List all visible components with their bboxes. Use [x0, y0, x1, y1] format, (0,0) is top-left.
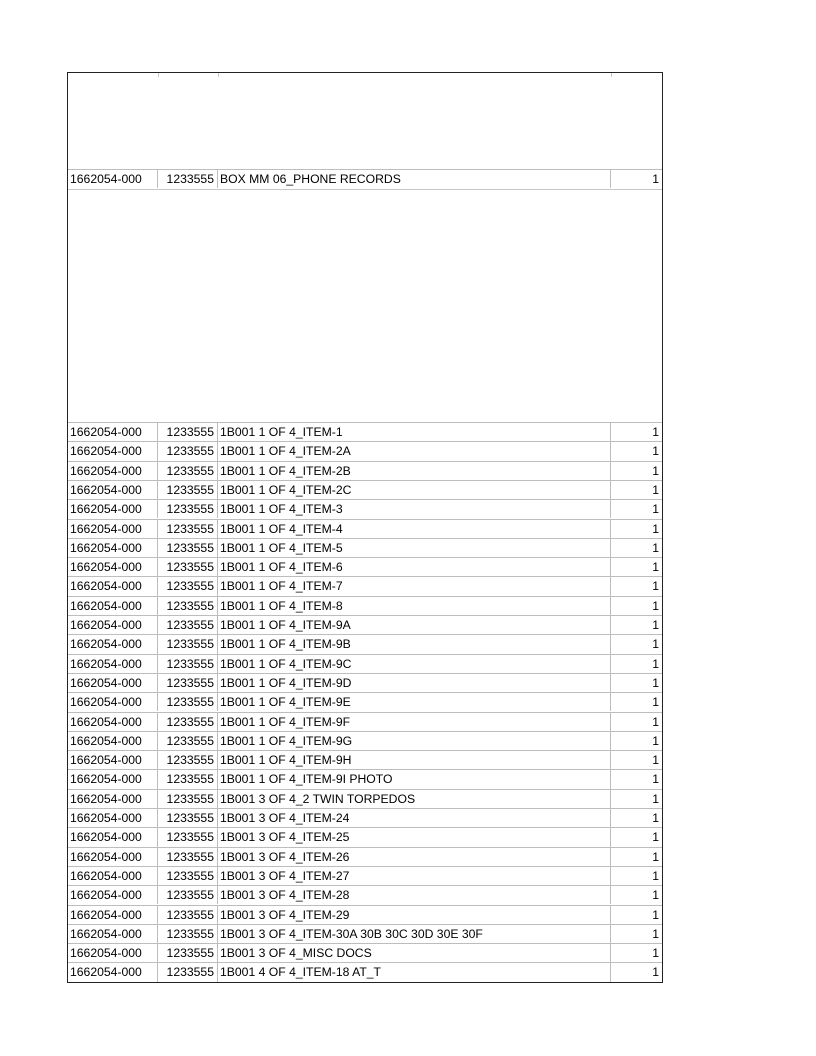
cell-code: 1233555 — [158, 520, 218, 538]
cell-quantity: 1 — [652, 888, 659, 903]
cell-code: 1233555 — [158, 539, 218, 557]
cell-code: 1233555 — [158, 886, 218, 904]
cell-description: 1B001 1 OF 4_ITEM-3 — [218, 500, 611, 518]
cell-id: 1662054-000 — [68, 500, 158, 518]
cell-id: 1662054-000 — [68, 925, 158, 943]
cell-description: 1B001 3 OF 4_ITEM-26 — [218, 848, 611, 866]
cell-quantity: 1 — [652, 618, 659, 632]
cell-description: 1B001 1 OF 4_ITEM-7 — [218, 577, 611, 595]
table-row[interactable] — [68, 615, 662, 634]
cell-description: 1B001 3 OF 4_MISC DOCS — [218, 944, 611, 962]
cell-code: 1233555 — [158, 481, 218, 499]
cell-quantity: 1 — [652, 482, 659, 497]
cell-description: 1B001 3 OF 4_ITEM-28 — [218, 886, 611, 904]
cell-description: 1B001 3 OF 4_ITEM-24 — [218, 809, 611, 827]
cell-quantity: 1 — [652, 714, 659, 729]
cell-quantity: 1 — [652, 598, 659, 613]
table-row[interactable] — [68, 654, 662, 673]
cell-quantity: 1 — [652, 521, 659, 536]
cell-id: 1662054-000 — [68, 481, 158, 499]
cell-code: 1233555 — [158, 809, 218, 827]
table-row[interactable] — [68, 808, 662, 827]
column-tick — [218, 73, 219, 77]
cell-code: 1233555 — [158, 616, 218, 634]
cell-code: 1233555 — [158, 577, 218, 595]
cell-code: 1233555 — [158, 635, 218, 653]
cell-quantity: 1 — [652, 849, 659, 864]
cell-code: 1233555 — [158, 655, 218, 673]
table-row[interactable] — [68, 422, 662, 441]
cell-description: 1B001 1 OF 4_ITEM-4 — [218, 520, 611, 538]
cell-quantity: 1 — [652, 695, 659, 710]
cell-code: 1233555 — [158, 925, 218, 943]
cell-id: 1662054-000 — [68, 462, 158, 480]
cell-description: 1B001 1 OF 4_ITEM-9A — [218, 616, 611, 634]
row-divider — [68, 189, 662, 190]
cell-id: 1662054-000 — [68, 616, 158, 634]
cell-code: 1233555 — [158, 674, 218, 692]
table-row[interactable] — [68, 634, 662, 653]
cell-quantity: 1 — [652, 926, 659, 941]
cell-id: 1662054-000 — [68, 790, 158, 808]
cell-description: 1B001 1 OF 4_ITEM-9F — [218, 713, 611, 731]
cell-description: 1B001 1 OF 4_ITEM-9B — [218, 635, 611, 653]
table-row[interactable] — [68, 692, 662, 711]
cell-description: 1B001 1 OF 4_ITEM-8 — [218, 597, 611, 615]
table-row[interactable] — [68, 441, 662, 460]
cell-id: 1662054-000 — [68, 713, 158, 731]
cell-description: 1B001 1 OF 4_ITEM-9C — [218, 655, 611, 673]
cell-quantity: 1 — [652, 753, 659, 768]
table-row[interactable] — [68, 576, 662, 595]
cell-id: 1662054-000 — [68, 635, 158, 653]
table-row[interactable] — [68, 538, 662, 557]
cell-quantity: 1 — [652, 637, 659, 652]
column-tick — [158, 73, 159, 77]
cell-quantity: 1 — [652, 540, 659, 555]
cell-quantity: 1 — [652, 560, 659, 575]
table-row[interactable] — [68, 866, 662, 885]
cell-description: BOX MM 06_PHONE RECORDS — [218, 170, 611, 188]
table-row[interactable] — [68, 885, 662, 904]
table-row[interactable] — [68, 557, 662, 576]
cell-quantity: 1 — [652, 425, 659, 439]
table-row[interactable] — [68, 769, 662, 788]
cell-id: 1662054-000 — [68, 848, 158, 866]
column-tick — [611, 73, 612, 77]
cell-id: 1662054-000 — [68, 809, 158, 827]
cell-quantity: 1 — [652, 675, 659, 690]
cell-code: 1233555 — [158, 713, 218, 731]
cell-quantity: 1 — [652, 791, 659, 806]
cell-id: 1662054-000 — [68, 886, 158, 904]
cell-id: 1662054-000 — [68, 770, 158, 788]
cell-quantity: 1 — [652, 502, 659, 517]
cell-quantity: 1 — [652, 579, 659, 594]
table-row[interactable] — [68, 962, 662, 981]
cell-code: 1233555 — [158, 790, 218, 808]
cell-quantity: 1 — [652, 733, 659, 748]
cell-id: 1662054-000 — [68, 828, 158, 846]
cell-description: 1B001 3 OF 4_ITEM-29 — [218, 906, 611, 924]
cell-code: 1233555 — [158, 462, 218, 480]
cell-id: 1662054-000 — [68, 693, 158, 711]
table-row[interactable] — [68, 750, 662, 769]
cell-code: 1233555 — [158, 732, 218, 750]
cell-id: 1662054-000 — [68, 751, 158, 769]
cell-description: 1B001 3 OF 4_ITEM-30A 30B 30C 30D 30E 30F — [218, 925, 611, 943]
cell-code: 1233555 — [158, 597, 218, 615]
cell-quantity: 1 — [652, 444, 659, 459]
cell-description: 1B001 1 OF 4_ITEM-2A — [218, 442, 611, 460]
table-row[interactable] — [68, 905, 662, 924]
cell-quantity: 1 — [652, 772, 659, 787]
cell-description: 1B001 1 OF 4_ITEM-9H — [218, 751, 611, 769]
cell-id: 1662054-000 — [68, 558, 158, 576]
table-row[interactable] — [68, 847, 662, 866]
cell-id: 1662054-000 — [68, 577, 158, 595]
cell-code: 1233555 — [158, 944, 218, 962]
cell-code: 1233555 — [158, 558, 218, 576]
cell-code: 1233555 — [158, 963, 218, 981]
cell-description: 1B001 1 OF 4_ITEM-1 — [218, 423, 611, 441]
cell-id: 1662054-000 — [68, 423, 158, 441]
cell-description: 1B001 3 OF 4_2 TWIN TORPEDOS — [218, 790, 611, 808]
cell-code: 1233555 — [158, 828, 218, 846]
cell-quantity: 1 — [652, 868, 659, 883]
cell-quantity: 1 — [652, 463, 659, 478]
cell-quantity: 1 — [652, 656, 659, 671]
cell-code: 1233555 — [158, 423, 218, 441]
cell-code: 1233555 — [158, 906, 218, 924]
cell-id: 1662054-000 — [68, 906, 158, 924]
cell-code: 1233555 — [158, 867, 218, 885]
cell-code: 1233555 — [158, 693, 218, 711]
cell-id: 1662054-000 — [68, 674, 158, 692]
cell-description: 1B001 1 OF 4_ITEM-2C — [218, 481, 611, 499]
cell-code: 1233555 — [158, 500, 218, 518]
cell-description: 1B001 3 OF 4_ITEM-25 — [218, 828, 611, 846]
table-row[interactable] — [68, 596, 662, 615]
table-row[interactable] — [68, 712, 662, 731]
table-row-phone-records[interactable] — [68, 169, 662, 188]
cell-quantity: 1 — [652, 811, 659, 825]
table-row[interactable] — [68, 731, 662, 750]
cell-id: 1662054-000 — [68, 867, 158, 885]
cell-quantity: 1 — [652, 172, 659, 186]
table-row[interactable] — [68, 827, 662, 846]
cell-id: 1662054-000 — [68, 732, 158, 750]
table-row[interactable] — [68, 924, 662, 943]
cell-id: 1662054-000 — [68, 963, 158, 981]
cell-code: 1233555 — [158, 170, 218, 188]
cell-description: 1B001 1 OF 4_ITEM-5 — [218, 539, 611, 557]
cell-id: 1662054-000 — [68, 442, 158, 460]
cell-description: 1B001 1 OF 4_ITEM-2B — [218, 462, 611, 480]
cell-code: 1233555 — [158, 770, 218, 788]
cell-description: 1B001 1 OF 4_ITEM-6 — [218, 558, 611, 576]
cell-id: 1662054-000 — [68, 944, 158, 962]
cell-description: 1B001 1 OF 4_ITEM-9G — [218, 732, 611, 750]
cell-quantity: 1 — [652, 907, 659, 922]
cell-id: 1662054-000 — [68, 597, 158, 615]
cell-description: 1B001 1 OF 4_ITEM-9I PHOTO — [218, 770, 611, 788]
table-row[interactable] — [68, 789, 662, 808]
cell-description: 1B001 4 OF 4_ITEM-18 AT_T — [218, 963, 611, 981]
cell-id: 1662054-000 — [68, 170, 158, 188]
cell-id: 1662054-000 — [68, 520, 158, 538]
table-row[interactable] — [68, 519, 662, 538]
cell-description: 1B001 1 OF 4_ITEM-9E — [218, 693, 611, 711]
cell-code: 1233555 — [158, 848, 218, 866]
cell-quantity: 1 — [652, 965, 659, 980]
table-row[interactable] — [68, 499, 662, 518]
table-row[interactable] — [68, 480, 662, 499]
cell-id: 1662054-000 — [68, 655, 158, 673]
cell-quantity: 1 — [652, 946, 659, 961]
spreadsheet-table — [67, 72, 663, 983]
table-row[interactable] — [68, 461, 662, 480]
cell-quantity: 1 — [652, 830, 659, 845]
cell-id: 1662054-000 — [68, 539, 158, 557]
table-row[interactable] — [68, 673, 662, 692]
table-row[interactable] — [68, 943, 662, 962]
cell-description: 1B001 3 OF 4_ITEM-27 — [218, 867, 611, 885]
cell-code: 1233555 — [158, 442, 218, 460]
cell-code: 1233555 — [158, 751, 218, 769]
cell-description: 1B001 1 OF 4_ITEM-9D — [218, 674, 611, 692]
